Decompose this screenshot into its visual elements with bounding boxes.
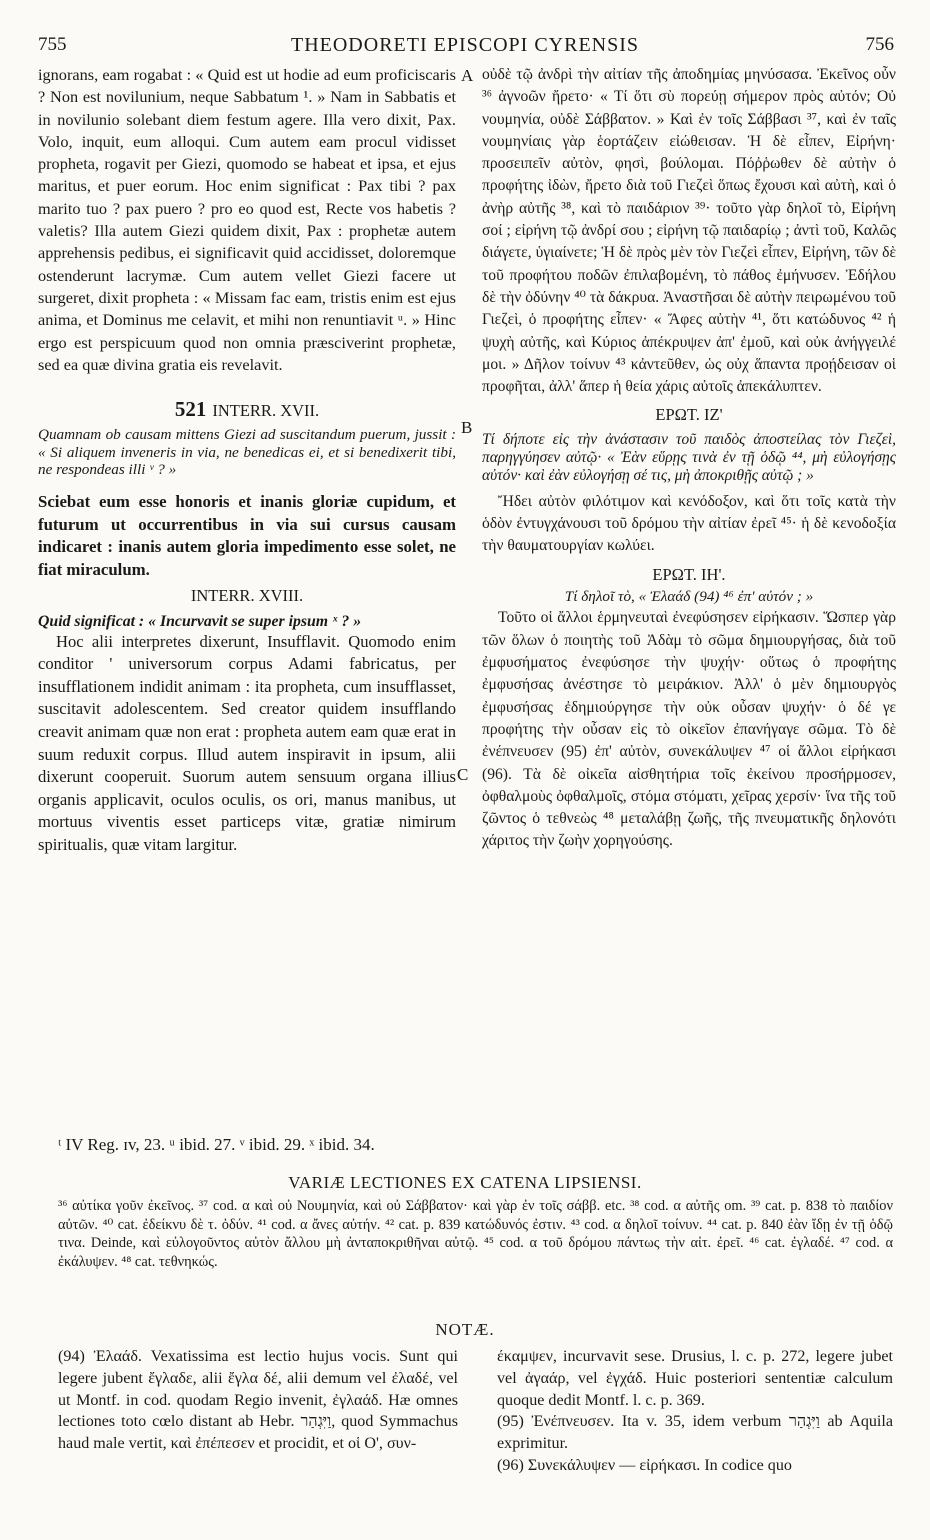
page-number-left: 755 — [38, 34, 67, 55]
notae-heading: NOTÆ. — [435, 1320, 495, 1339]
scripture-references: ᵗ IV Reg. ɪv, 23. ᵘ ibid. 27. ᵛ ibid. 29. ˣ ibid. 34. — [58, 1135, 375, 1154]
variae-lectiones-text: ³⁶ αὐτίκα γοῦν ἐκεῖνος. ³⁷ cod. α καὶ οὐ Νουμηνία, καὶ οὐ Σάββατον· καὶ γὰρ ἐν τοῖς σάββ. etc. ³⁸ cod. α αὐτῆς om. ³⁹ cat. p. 838 τὸ παιδίον αὐτῶν. ⁴⁰ cat. ἐδείκνυ δὲ τ. ὀδύν. ⁴¹ cod. α ἄνες αὐτήν. ⁴² cat. p. 839 κατώδυνός ἐστιν. ⁴³ cod. α δηλοῖ τοίνυν. ⁴⁴ cat. p. 840 ἐὰν ἴδῃ ἐν τῇ ὁδῷ τινα. Deinde, καὶ εὐλογοῦντος αὐτὸν ἄλλου μὴ ἀνταποκριθῆναι αὐτῷ. ⁴⁵ cod. α τοῦ δρόμου πάντως τὴν αἰτ. ἐρεῖ. ⁴⁶ cat. ἐγλαδέ. ⁴⁷ cod. α ἐκάλυψεν. ⁴⁸ cat. τεθνηκώς. — [58, 1198, 893, 1270]
latin-column — [38, 64, 456, 857]
note-94-continued: έκαμψεν, incurvavit sese. Drusius, l. c. p. 272, legere jubet vel ἀγαάρ, vel ἐγχάδ. Huic posteriori sententiæ calculum quoque dedit Montf. l. c. p. 369. — [497, 1348, 893, 1409]
greek-heading-18: ΕΡΩΤ. ΙΗ'. — [652, 564, 726, 584]
page-number-right: 756 — [865, 34, 894, 55]
greek-question-17: Τί δήποτε εἰς τὴν ἀνάστασιν τοῦ παιδὸς ἀποστείλας τὸν Γιεζεὶ, παρηγγύησεν αὐτῷ· « Ἐὰν εὕρῃς τινὰ ἐν τῇ ὁδῷ ⁴⁴, μὴ εὐλογήσῃς αὐτόν· καὶ ἐὰν εὐλογήσῃ σέ τις, μὴ ἀποκριθῇς αὐτῷ ; » — [482, 430, 896, 484]
notes-right-column — [497, 1346, 893, 1477]
latin-paragraph-1: ignorans, eam rogabat : « Quid est ut hodie ad eum proficiscaris ? Non est novilunium, neque Sabbatum ¹. » Nam in Sabbatis et in novilunio solebant diem festum agere. Illa vero dixit, Pax. Volo, inquit, eum alloqui. Cum autem eam procul vidisset propheta, rogavit per Giezi, quomodo se habeat et ipsa, et ejus maritus, et puer eorum. Hoc enim significat : Pax tibi ? pax marito tuo ? pax puero ? pro eo quod est, Recte vos habetis ? valetis? Illa autem Giezi quidem dixit, Pax : prophetæ autem apprehensis pedibus, ei significavit quid accidisset, doloremque ostenderunt lacrymæ. Cum autem vellet Giezi facere ut surgeret, dixit propheta : « Missam fac eam, tristis enim est ejus anima, et Dominus me celavit, et mihi non renuntiavit ᵘ. » Hinc ergo est perspicuum quod non omnia præsciverint prophetæ, sed ea quæ divina gratia eis revelavit. — [38, 65, 456, 374]
column-number: 521 — [174, 397, 207, 422]
latin-answer-17: Sciebat eum esse honoris et inanis gloriæ cupidum, et futurum ut occurrentibus in via sui cursus causam indicaret : inanis autem gloria impedimento esse solet, ne fiat miraculum. — [38, 491, 456, 579]
margin-letter-c: C — [457, 765, 469, 784]
greek-heading-17: ΕΡΩΤ. ΙΖ' — [655, 405, 723, 425]
variae-lectiones-heading: VARIÆ LECTIONES EX CATENA LIPSIENSI. — [288, 1173, 642, 1192]
latin-answer-18: Hoc alii interpretes dixerunt, Insufflavit. Quomodo enim conditor ' universorum corpus Adami fabricatus, per insufflationem indidit animam : ita propheta, cum insufflasset, suscitavit adolescentem. Sed creator quidem insufflando creavit animam quæ non erat : propheta autem eam quæ erat in suum reduxit corpus. Illud autem inspiravit in ipsum, alii dixerunt cooperuit. Suorum autem sensuum organa illius organis applicavit, oculos oculis, os ori, manus manibus, ut mortuus viventis esset particeps vitæ, gratiæ nimirum spiritualis, quæ vitam largitur. — [38, 631, 456, 854]
latin-question-18: Quid significat : « Incurvavit se super ipsum ˣ ? » — [38, 612, 362, 630]
note-95: (95) Ἐνέπνευσεν. Ita v. 35, idem verbum וַיִּגְהַר ab Aquila exprimitur. — [497, 1413, 893, 1453]
latin-heading-17-label: INTERR. XVII. — [212, 401, 320, 421]
greek-question-18: Τί δηλοῖ τὸ, « Ἐλαάδ (94) ⁴⁶ ἐπ' αὐτόν ; » — [564, 587, 814, 605]
greek-answer-18: Τοῦτο οἱ ἄλλοι ἑρμηνευταὶ ἐνεφύσησεν εἰρήκασιν. Ὥσπερ γὰρ τῶν ὅλων ὁ ποιητὴς τοῦ Ἀδὰμ τὸ σῶμα δημιουργήσας, διὰ τοῦ ἐμφυσήματος ἐνεφύσησε τὴν ψυχήν· οὕτως ὁ προφήτης ἐμφυσήσας ἀνέστησε τὸ μειράκιον. Ἀλλ' ὁ μὲν δημιουργὸς ἐμφυσήσας ἐδημιούργησε τὴν οὐκ οὖσαν ψυχήν· ὁ δέ γε προφήτης τὴν οὖσαν εἰς τὸ οἰκεῖον ἐπανήγαγε σῶμα. Τὸ δὲ ἐνέπνευσεν (95) ἐπ' αὐτὸν, συνεκάλυψεν ⁴⁷ οἱ ἄλλοι εἰρήκασι (96). Τὰ δὲ οἰκεῖα αἰσθητήρια τοῖς ἐκείνου προσήρμοσεν, ὀφθαλμοὺς ὀφθαλμοῖς, στόμα στόματι, χεῖρας χερσίν· ἵνα τῆς τοῦ ζῶντος ὁ τεθνεὼς ⁴⁸ μεταλάβῃ ζωῆς, τῆς πνευματικῆς δηλονότι χάριτος τὴν ζωὴν χορηγούσης. — [482, 609, 896, 850]
note-94: (94) Ἐλαάδ. Vexatissima est lectio hujus vocis. Sunt qui legere jubent ἔγλαδε, alii ἔγλα δέ, alii demum vel ἐλαδέ, vel ut Montf. in cod. quodam Regio invenit, ἐγλαάδ. Hæ omnes lectiones toto cœlo distant ab Hebr. וַיִּגְהַר, quod Symmachus haud male vertit, καὶ ἐπέπεσεν et procidit, et οἱ Ο', συν- — [58, 1348, 458, 1453]
latin-question-17: Quamnam ob causam mittens Giezi ad suscitandum puerum, jussit : « Si aliquem inveneris in via, ne benedicas ei, et si benedixerit tibi, ne respondeas illi ᵛ ? » — [38, 426, 456, 479]
margin-letter-a: A — [461, 66, 474, 85]
running-title: THEODORETI EPISCOPI CYRENSIS — [290, 34, 640, 56]
greek-column — [482, 64, 896, 853]
latin-heading-18: INTERR. XVIII. — [190, 586, 304, 606]
latin-heading-17 — [38, 398, 456, 422]
greek-answer-17: Ἤδει αὐτὸν φιλότιμον καὶ κενόδοξον, καὶ ὅτι τοῖς κατὰ τὴν ὁδὸν ἐντυγχάνουσι τοῦ δρόμου τὴν αἰτίαν ἐρεῖ ⁴⁵· ἡ δὲ κενοδοξία τὴν θαυματουργίαν κωλύει. — [482, 492, 896, 555]
greek-paragraph-1: οὐδὲ τῷ ἀνδρὶ τὴν αἰτίαν τῆς ἀποδημίας μηνύσασα. Ἐκεῖνος οὖν ³⁶ ἀγνοῶν ἤρετο· « Τί ὅτι σὺ πορεύῃ σήμερον πρὸς αὐτόν; Οὐ νουμηνία, οὐδὲ Σάββατον. » Καὶ ἐν τοῖς Σάββασι ³⁷, καὶ ἐν ταῖς νουμηνίαις γὰρ ἑορτάζειν εἰώθεισαν. Ἡ δὲ εἶπεν, Εἰρήνη· προσειπεῖν αὐτὸν, φησὶ, βούλομαι. Πόῤῥωθεν δὲ αὐτὴν ὁ προφήτης ἰδὼν, ἤρετο διὰ τοῦ Γιεζεὶ ὅπως ἔχουσι καὶ αὐτὴ, καὶ ὁ ἀνὴρ αὐτῆς ³⁸, καὶ τὸ παιδάριον ³⁹· τοῦτο γὰρ δηλοῖ τὸ, Εἰρήνη σοί ; εἰρήνη τῷ ἀνδρί σου ; εἰρήνη τῷ παιδαρίῳ ; ἀντὶ τοῦ, Καλῶς διάγετε, ὑγιαίνετε; Ἡ δὲ πρὸς μὲν τὸν Γιεζεὶ εἶπεν, Εἰρήνη, τῶν δὲ τοῦ προφήτου ποδῶν ἐπιλαβομένη, τὸ πάθος ἐμήνυσεν. Ἐδήλου δὲ τὴν ὀδύνην ⁴⁰ τὰ δάκρυα. Ἀναστῆσαι δὲ αὐτὴν πειρωμένου τοῦ Γιεζεὶ, ὁ προφήτης εἶπεν· « Ἄφες αὐτὴν ⁴¹, ὅτι κατώδυνος ⁴² ἡ ψυχὴ αὐτῆς, καὶ Κύριος ἀπέκρυψεν ἀπ' ἐμοῦ, καὶ οὐκ ἀνήγγειλέ μοι. » Δῆλον τοίνυν ⁴³ κἀντεῦθεν, ὡς οὐχ ἅπαντα προῄδεισαν οἱ προφῆται, ἀλλ' ἅπερ ἡ θεία χάρις αὐτοῖς ἀπεκάλυπτεν. — [482, 66, 896, 396]
notes-left-column — [58, 1346, 458, 1455]
margin-letter-b: B — [461, 418, 473, 437]
note-96: (96) Συνεκάλυψεν — εἰρήκασι. In codice quo — [497, 1456, 792, 1474]
